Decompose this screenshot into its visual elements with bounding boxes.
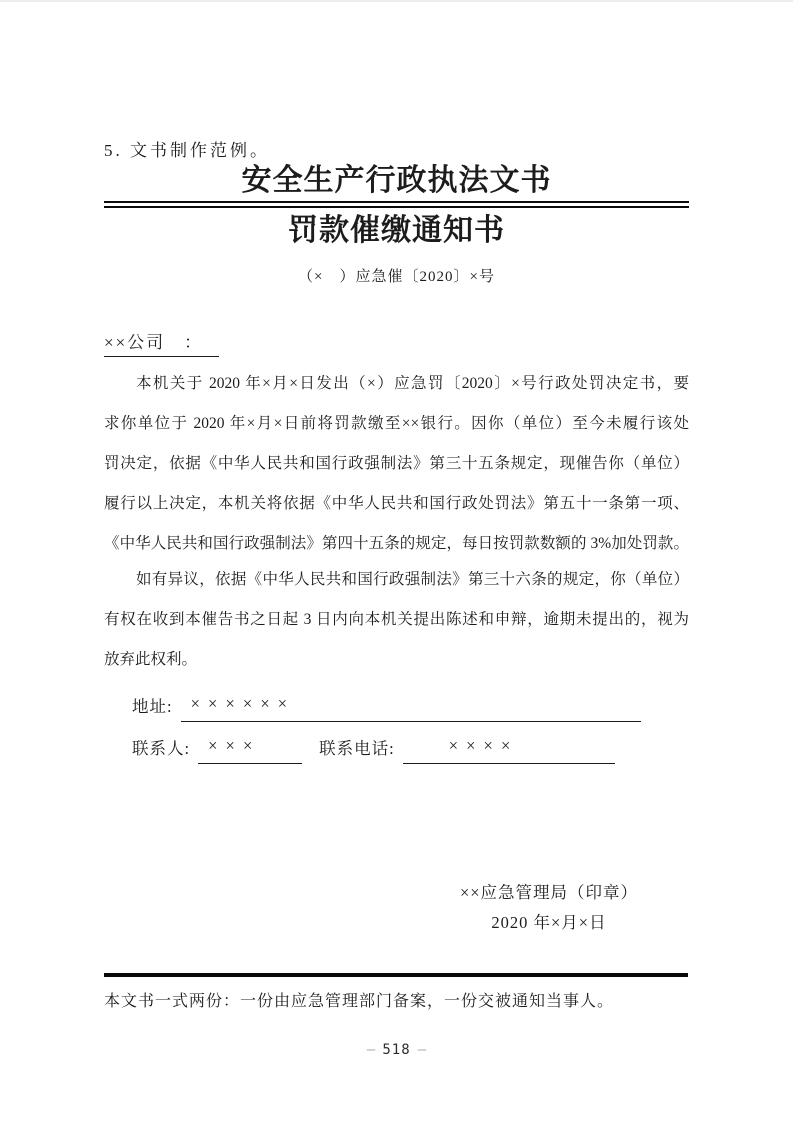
contact-value: × × × xyxy=(198,731,302,764)
paragraph-2-line: 放弃此权利。 xyxy=(104,651,198,668)
paragraph-2 xyxy=(104,560,689,680)
page-number-dash-right: — xyxy=(417,1042,427,1058)
recipient-name: ××公司 ： xyxy=(104,328,219,357)
recipient-line xyxy=(104,328,219,357)
paragraph-1-line: 本机关于 2020 年×月×日发出（×）应急罚〔2020〕×号行政处罚决定书，要 xyxy=(136,375,689,392)
page-number xyxy=(0,1042,793,1058)
document-header xyxy=(104,162,689,286)
signature-block xyxy=(408,878,690,938)
phone-value: × × × × xyxy=(403,731,615,764)
paragraph-1-line: 求你单位于 2020 年×月×日前将罚款缴至××银行。因你（单位）至今未履行该处 xyxy=(104,415,689,432)
contact-label: 联系人: xyxy=(132,739,191,758)
section-label: 5. 文书制作范例。 xyxy=(104,141,270,160)
page-number-value: 518 xyxy=(382,1042,411,1058)
document-subtitle: 罚款催缴通知书 xyxy=(288,214,505,247)
footer-rule xyxy=(104,973,688,977)
title-double-rule xyxy=(104,201,689,208)
paragraph-1-line: 罚决定，依据《中华人民共和国行政强制法》第三十五条规定，现催告你（单位） xyxy=(104,455,689,472)
footnote: 本文书一式两份：一份由应急管理部门备案，一份交被通知当事人。 xyxy=(104,993,615,1010)
document-title: 安全生产行政执法文书 xyxy=(241,164,552,197)
paragraph-1-line: 《中华人民共和国行政强制法》第四十五条的规定，每日按罚款数额的 3%加处罚款。 xyxy=(104,535,689,552)
address-label: 地址: xyxy=(132,697,173,716)
paragraph-1 xyxy=(104,364,689,564)
address-row xyxy=(132,690,641,722)
page-number-dash-left: — xyxy=(366,1042,376,1058)
phone-label: 联系电话: xyxy=(319,739,395,758)
paragraph-2-line: 如有异议，依据《中华人民共和国行政强制法》第三十六条的规定，你（单位） xyxy=(136,571,689,588)
signature-authority: ××应急管理局（印章） xyxy=(459,883,639,902)
contact-row xyxy=(132,732,615,764)
signature-date: 2020 年×月×日 xyxy=(491,913,607,932)
paragraph-1-line: 履行以上决定，本机关将依据《中华人民共和国行政处罚法》第五十一条第一项、 xyxy=(104,495,689,512)
address-value: × × × × × × xyxy=(181,689,641,722)
paragraph-2-line: 有权在收到本催告书之日起 3 日内向本机关提出陈述和申辩，逾期未提出的，视为 xyxy=(104,611,689,628)
document-number: （× ）应急催〔2020〕×号 xyxy=(298,269,495,285)
